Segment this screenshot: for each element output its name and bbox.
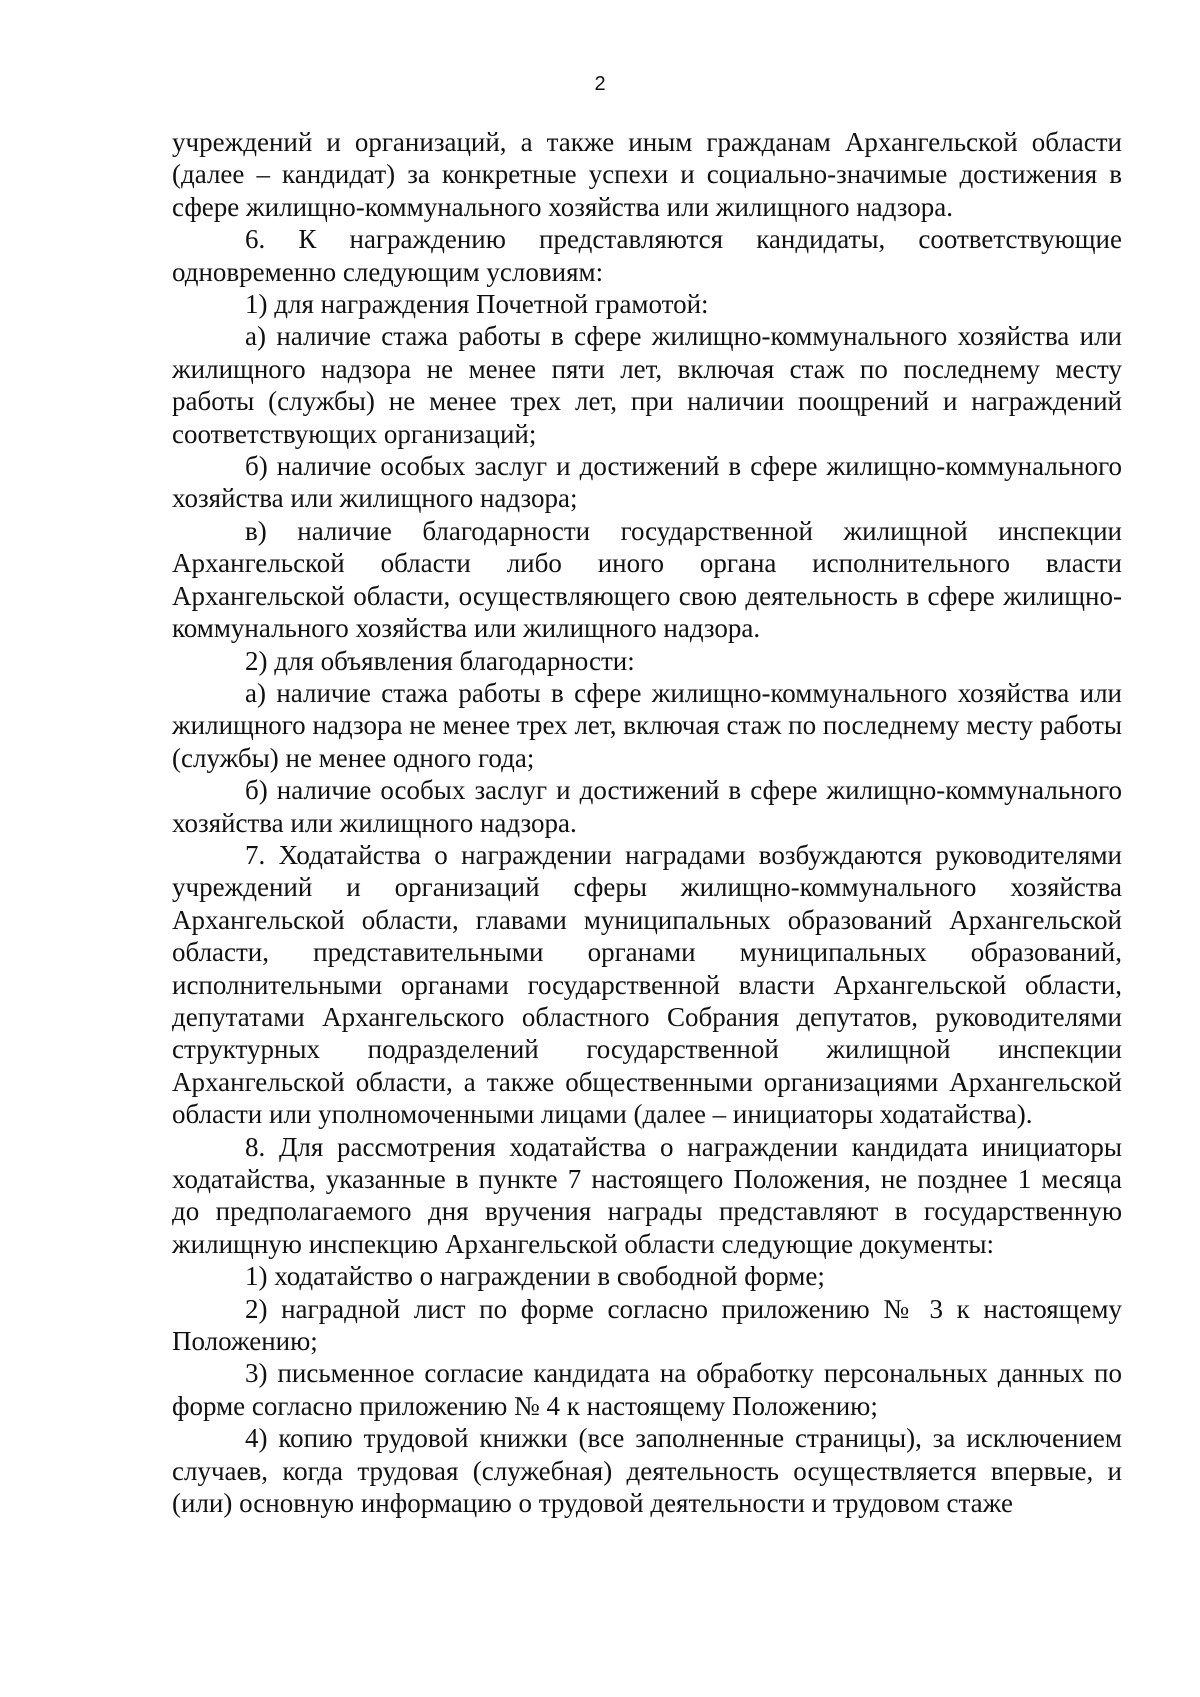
paragraph-subitem-6-1-a: а) наличие стажа работы в сфере жилищно-коммунального хозяйства или жилищного надзора не менее пяти лет, включая стаж по последнему месту работы (службы) не менее трех лет, при наличии поощрений и награждений соответствующих организаций; — [172, 321, 1122, 449]
document-body — [172, 126, 1122, 1519]
paragraph-subitem-8-4: 4) копию трудовой книжки (все заполненные страницы), за исключением случаев, когда трудовая (служебная) деятельность осуществляется впервые, и (или) основную информацию о трудовой деятельности и трудовом стаже — [172, 1423, 1122, 1519]
paragraph-subitem-6-1-v: в) наличие благодарности государственной жилищной инспекции Архангельской области либо иного органа исполнительного власти Архангельской области, осуществляющего свою деятельность в сфере жилищно-коммунального хозяйства или жилищного надзора. — [172, 515, 1122, 644]
paragraph-item-6: 6. К награждению представляются кандидаты, соответствующие одновременно следующим условиям: — [172, 224, 1122, 287]
paragraph-subitem-6-2: 2) для объявления благодарности: — [245, 645, 635, 676]
paragraph-subitem-6-1-b: б) наличие особых заслуг и достижений в сфере жилищно-коммунального хозяйства или жилищного надзора; — [172, 451, 1122, 514]
paragraph-subitem-6-2-a: а) наличие стажа работы в сфере жилищно-коммунального хозяйства или жилищного надзора не менее трех лет, включая стаж по последнему месту работы (службы) не менее одного года; — [172, 677, 1122, 773]
paragraph-subitem-8-3: 3) письменное согласие кандидата на обработку персональных данных по форме согласно приложению № 4 к настоящему Положению; — [172, 1358, 1122, 1421]
paragraph-subitem-8-1: 1) ходатайство о награждении в свободной форме; — [245, 1261, 825, 1292]
paragraph-subitem-8-2: 2) наградной лист по форме согласно приложению № 3 к настоящему Положению; — [172, 1293, 1122, 1357]
page-number: 2 — [594, 73, 606, 95]
paragraph-subitem-6-2-b: б) наличие особых заслуг и достижений в сфере жилищно-коммунального хозяйства или жилищного надзора. — [172, 775, 1122, 838]
paragraph-subitem-6-1: 1) для награждения Почетной грамотой: — [245, 289, 709, 320]
paragraph-item-8: 8. Для рассмотрения ходатайства о награждении кандидата инициаторы ходатайства, указанные в пункте 7 настоящего Положения, не позднее 1 месяца до предполагаемого дня вручения награды представляют в государственную жилищную инспекцию Архангельской области следующие документы: — [172, 1131, 1122, 1259]
paragraph-item-7: 7. Ходатайства о награждении наградами возбуждаются руководителями учреждений и организаций сферы жилищно-коммунального хозяйства Архангельской области, главами муниципальных образований Архангельской области, представительными органами муниципальных образований, исполнительными органами государственной власти Архангельской области, депутатами Архангельского областного Собрания депутатов, руководителями структурных подразделений государственной жилищной инспекции Архангельской области, а также общественными организациями Архангельской области или уполномоченными лицами (далее – инициаторы ходатайства). — [172, 839, 1122, 1130]
paragraph-continuation: учреждений и организаций, а также иным гражданам Архангельской области (далее – кандидат) за конкретные успехи и социально-значимые достижения в сфере жилищно-коммунального хозяйства или жилищного надзора. — [172, 127, 1122, 222]
